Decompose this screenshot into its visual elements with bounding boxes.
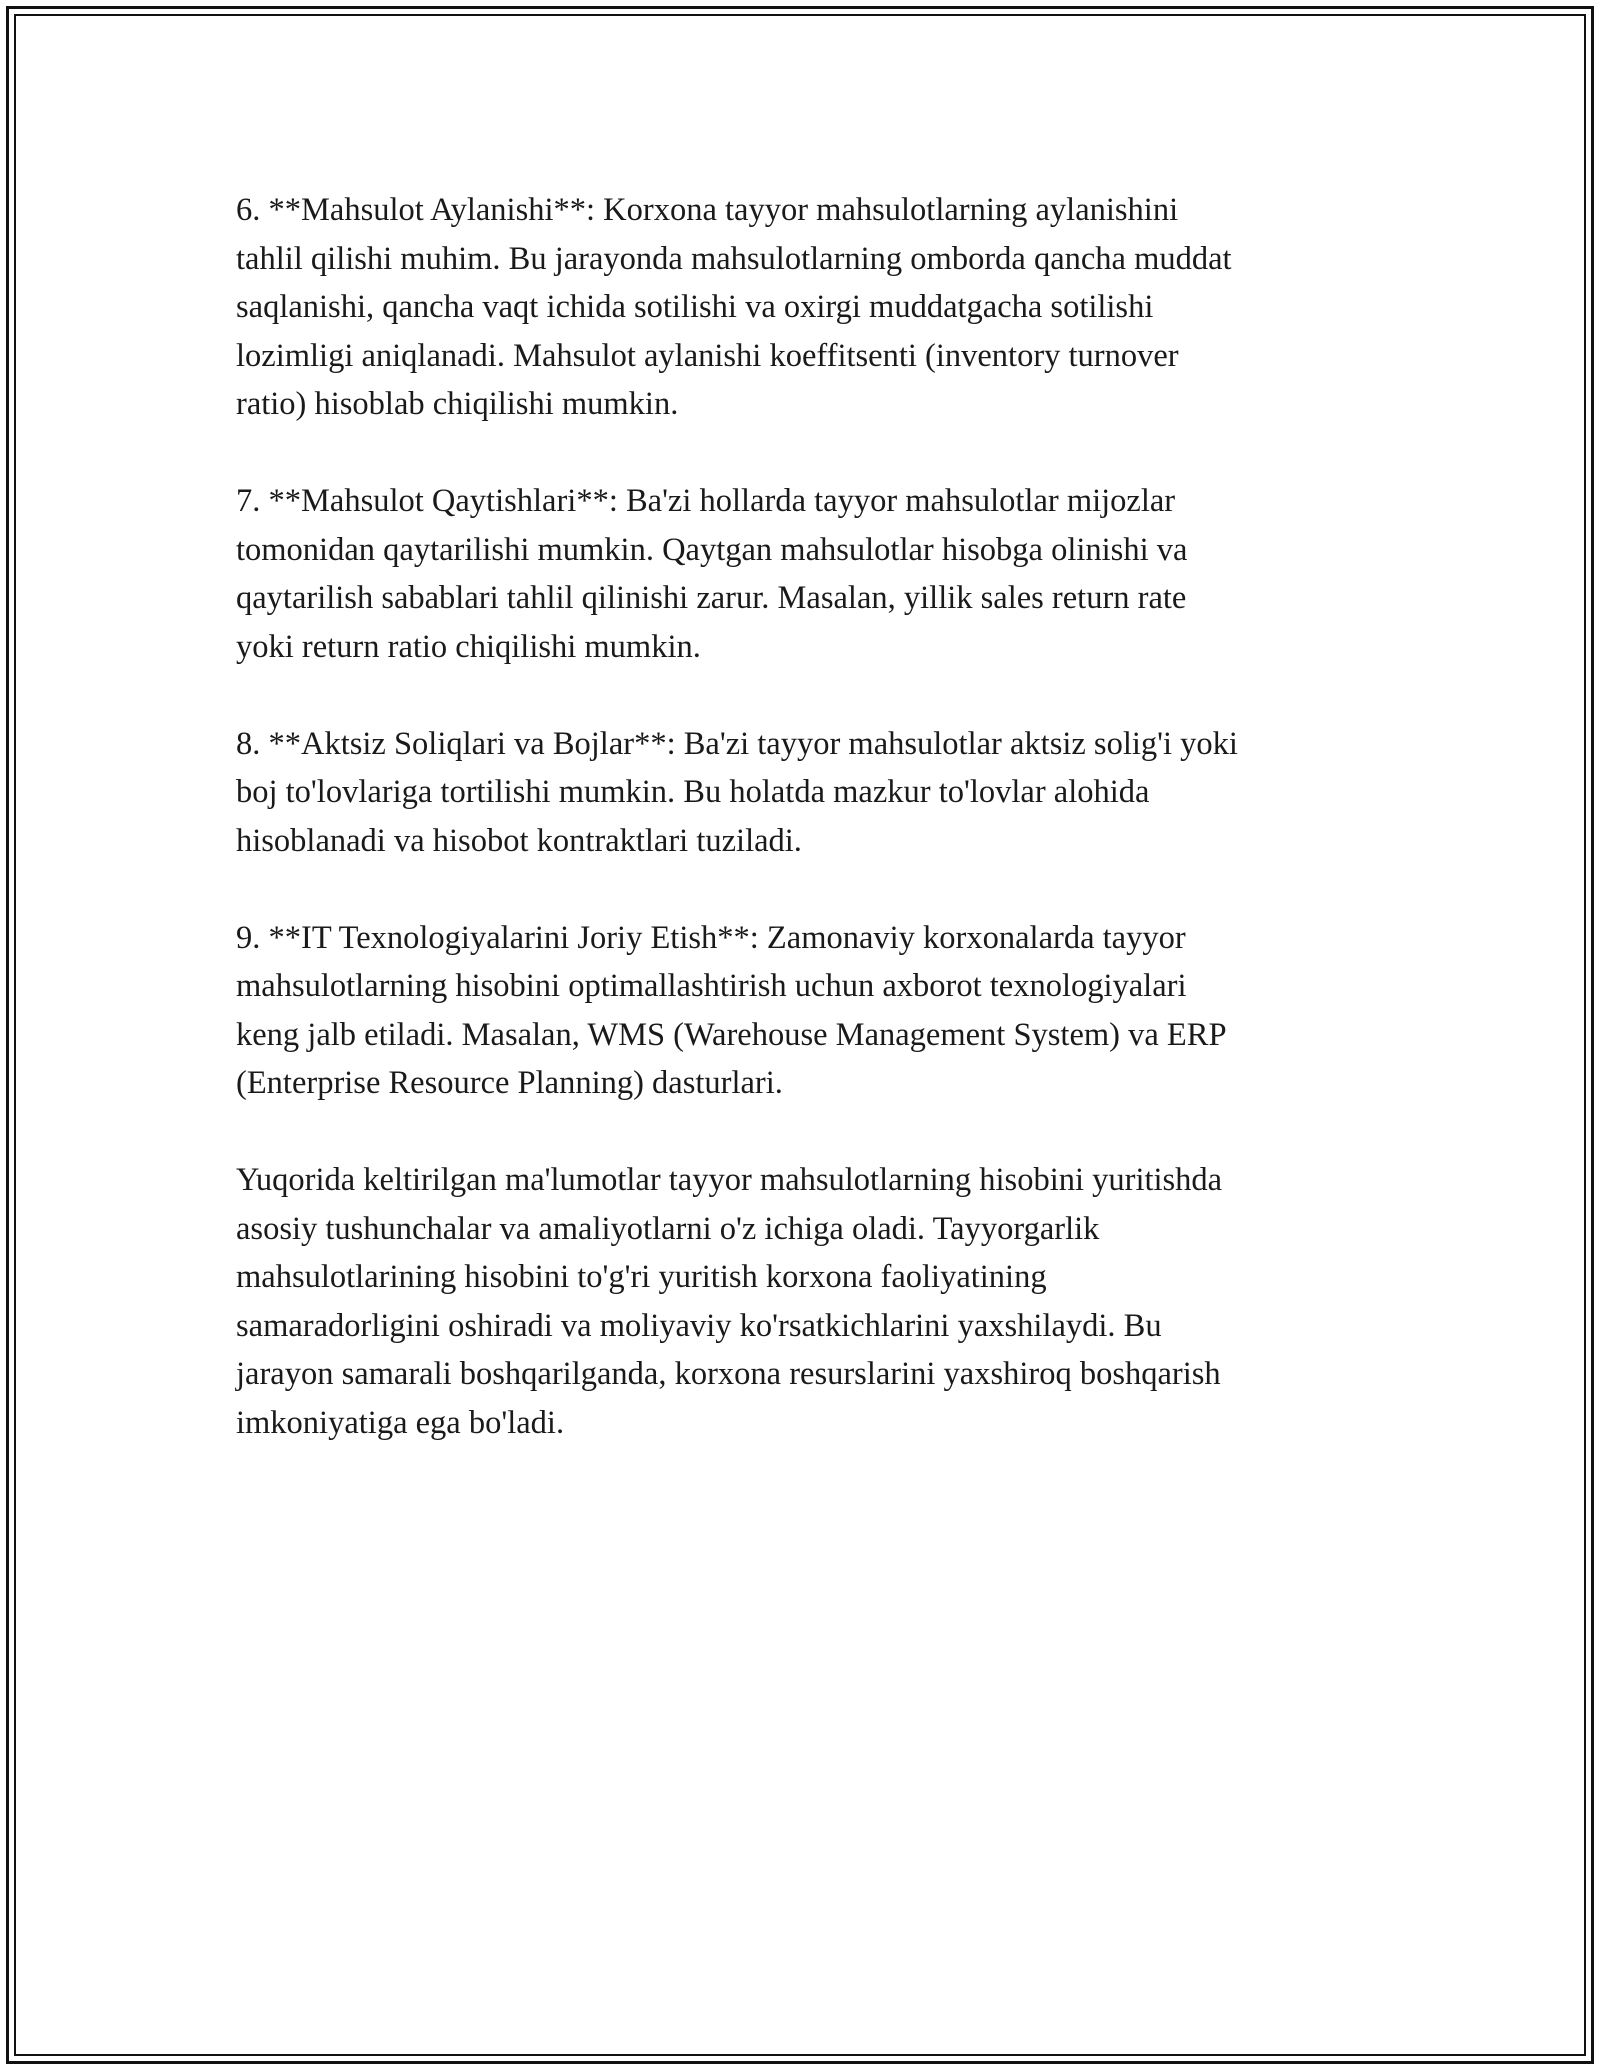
paragraph-aktsiz-soliqlari: 8. **Aktsiz Soliqlari va Bojlar**: Ba'zi tayyor mahsulotlar aktsiz solig'i yoki boj to'lovlariga tortilishi mumkin. Bu holatda mazkur to'lovlar alohida hisoblanadi va hisobot kontraktlari tuziladi.	[236, 725, 1238, 859]
paragraph-conclusion: Yuqorida keltirilgan ma'lumotlar tayyor mahsulotlarning hisobini yuritishda asosiy tushunchalar va amaliyotlarni o'z ichiga oladi. Tayyorgarlik mahsulotlarining hisobini to'g'ri yuritish korxona faoliyatining samaradorligini oshiradi va moliyaviy ko'rsatkichlarini yaxshilaydi. Bu jarayon samarali boshqarilganda, korxona resurslarini yaxshiroq boshqarish imkoniyatiga ega bo'ladi.	[236, 1162, 1223, 1441]
paragraph-it-texnologiyalari: 9. **IT Texnologiyalarini Joriy Etish**: Zamonaviy korxonalarda tayyor mahsulotlarning hisobini optimallashtirish uchun axborot texnologiyalari keng jalb etiladi. Masalan, WMS (Warehouse Management System) va ERP (Enterprise Resource Planning) dasturlari.	[236, 919, 1227, 1101]
document-body	[236, 186, 1386, 1496]
paragraph-mahsulot-qaytishlari: 7. **Mahsulot Qaytishlari**: Ba'zi hollarda tayyor mahsulotlar mijozlar tomonidan qaytarilishi mumkin. Qaytgan mahsulotlar hisobga olinishi va qaytarilish sabablari tahlil qilinishi zarur. Masalan, yillik sales return rate yoki return ratio chiqilishi mumkin.	[236, 483, 1188, 665]
paragraph-mahsulot-aylanishi: 6. **Mahsulot Aylanishi**: Korxona tayyor mahsulotlarning aylanishini tahlil qilishi muhim. Bu jarayonda mahsulotlarning omborda qancha muddat saqlanishi, qancha vaqt ichida sotilishi va oxirgi muddatgacha sotilishi lozimligi aniqlanadi. Mahsulot aylanishi koeffitsenti (inventory turnover ratio) hisoblab chiqilishi mumkin.	[236, 192, 1232, 422]
